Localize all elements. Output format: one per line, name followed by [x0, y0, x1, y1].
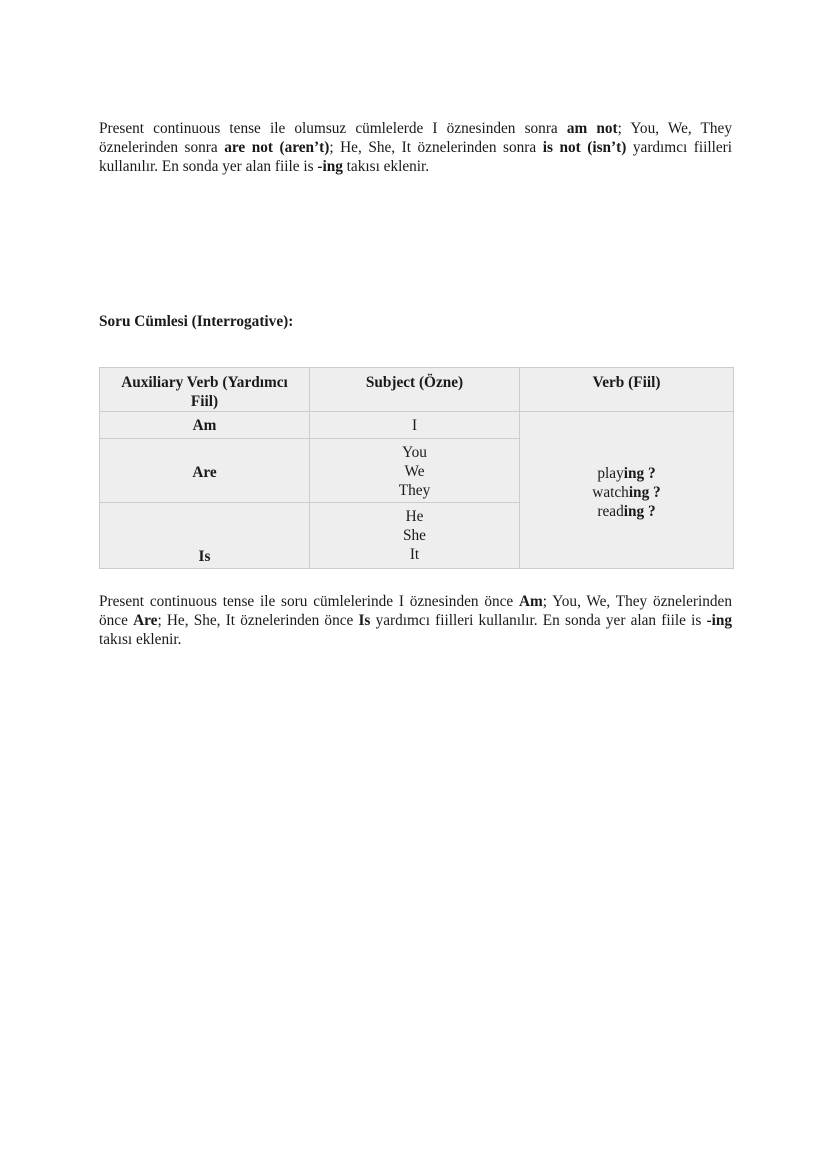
verb-watching: watching ? [592, 483, 661, 501]
table-row [100, 412, 734, 439]
aux-are: Are [100, 439, 310, 503]
text-run: yardımcı fiilleri kullanılır. En sonda yer alan fiile is [99, 139, 733, 175]
subject-i: I [310, 412, 520, 439]
subject-they: They [398, 482, 431, 499]
text-run: ; He, She, It öznelerinden önce [157, 612, 359, 629]
subject-he: He [405, 508, 424, 525]
subject-she: She [403, 527, 426, 544]
header-subject: Subject (Özne) [310, 368, 520, 412]
table-header-row [100, 368, 734, 412]
subject-list [310, 439, 520, 503]
bold-are: Are [133, 612, 158, 629]
subject-you: You [402, 444, 427, 461]
bold-ing: -ing [706, 612, 732, 629]
bold-am-not: am not [566, 120, 618, 137]
header-verb: Verb (Fiil) [520, 368, 734, 412]
text-run: Present continuous tense ile soru cümlelerinde I öznesinden önce [99, 593, 519, 610]
bold-am: Am [519, 593, 543, 610]
text-run: yardımcı fiilleri kullanılır. En sonda yer alan fiile is [370, 612, 707, 629]
subject-list [310, 503, 520, 569]
text-run: ; You, We, They öznelerinden sonra [99, 120, 732, 156]
paragraph-interrogative-rule [99, 592, 732, 649]
interrogative-table [99, 367, 734, 569]
aux-am: Am [100, 412, 310, 439]
text-run: takısı eklenir. [342, 158, 430, 175]
verb-reading: reading ? [597, 502, 656, 520]
bold-is-not: is not (isn’t) [542, 139, 627, 156]
aux-is: Is [100, 503, 310, 569]
text-run: ; You, We, They öznelerinden önce [99, 593, 732, 629]
section-heading: Soru Cümlesi (Interrogative): [99, 313, 294, 330]
verb-cell [520, 412, 734, 569]
bold-are-not: are not (aren’t) [224, 139, 330, 156]
subject-we: We [404, 463, 425, 480]
text-run: ; He, She, It öznelerinden sonra [329, 139, 543, 156]
verb-playing: playing ? [597, 464, 656, 482]
header-auxiliary-verb: Auxiliary Verb (Yardımcı Fiil) [100, 368, 310, 412]
verb-list [528, 464, 725, 521]
paragraph-negative-rule [99, 119, 732, 176]
text-run: takısı eklenir. [99, 631, 182, 648]
bold-ing: -ing [317, 158, 343, 175]
subject-it: It [409, 546, 420, 563]
bold-is: Is [358, 612, 371, 629]
text-run: Present continuous tense ile olumsuz cümlelerde I öznesinden sonra [99, 120, 567, 137]
